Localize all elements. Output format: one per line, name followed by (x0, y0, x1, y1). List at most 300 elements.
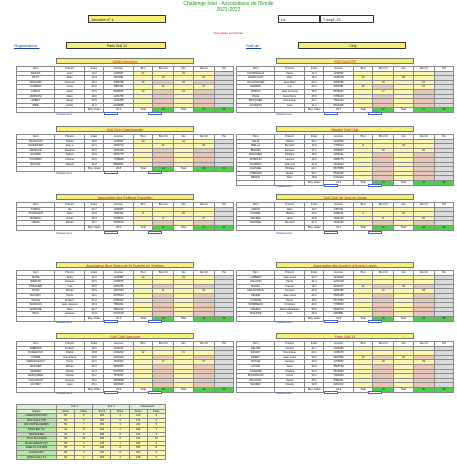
player-name: PORCHER (17, 284, 55, 289)
total-row (237, 316, 454, 321)
column-header: Prénom (55, 67, 85, 72)
brut-clt[interactable]: 11 (153, 289, 174, 294)
moy-label: Moy. Index (85, 225, 104, 230)
player-licence: 3456789 (104, 80, 134, 85)
summary-team: LIANCOURT (17, 450, 57, 455)
player-name: CHESNEL (237, 167, 275, 172)
player-name: LEFEVRE (17, 307, 55, 312)
brut-clt[interactable]: 18 (373, 360, 394, 365)
player-licence: 4567891 (324, 85, 354, 90)
team-total-blank (17, 167, 55, 172)
player-licence: 2255441 (324, 153, 354, 158)
column-header: Index (85, 203, 104, 208)
player-index: 22.8 (305, 383, 324, 388)
team-table (16, 134, 234, 172)
column-header: Index (305, 271, 324, 276)
brut-clt[interactable]: 17 (153, 360, 174, 365)
player-firstname: Jean-Louis (275, 355, 305, 360)
player-index: 18.2 (305, 355, 324, 360)
player-index: 20.4 (305, 360, 324, 365)
summary-value: 56 (57, 441, 75, 446)
column-header: Net Clt (413, 67, 434, 72)
total-brut: 23 (153, 316, 174, 321)
player-name: TOUSSAINT (17, 212, 55, 217)
brut-score[interactable]: 8 (353, 144, 372, 149)
column-header: Index (85, 67, 104, 72)
player-licence: 8392011 (324, 378, 354, 383)
classement-field-brut[interactable] (104, 320, 118, 323)
total-label: Total (353, 108, 372, 113)
total-label: Total (394, 387, 413, 392)
player-name: TAGUE (17, 298, 55, 303)
player-licence: 1122334 (324, 162, 354, 167)
brut-score[interactable]: 14 (353, 284, 372, 289)
player-firstname: Louis (55, 85, 85, 90)
column-header: Net Clt (413, 342, 434, 347)
classement-field-brut[interactable] (104, 112, 118, 115)
summary-team: FRANCILIEN (17, 432, 57, 437)
player-index: 23.1 (305, 374, 324, 379)
player-firstname: Patrick (275, 139, 305, 144)
team-title: Mouleri Golf Club (276, 126, 414, 132)
summary-value: 183 (129, 427, 147, 432)
player-firstname: Marc (55, 76, 85, 81)
total-row (17, 316, 234, 321)
player-index: 22.3 (85, 144, 104, 149)
player-licence: 7878787 (104, 374, 134, 379)
print-note[interactable]: Formulaire à imprimer (213, 31, 244, 35)
column-header: Net (394, 67, 413, 72)
player-licence: 1234567 (104, 207, 134, 212)
player-name: BULDOFF (237, 378, 275, 383)
net-clt[interactable]: 27 (193, 360, 214, 365)
total-pts: 49 (434, 180, 453, 185)
column-header: Pts (434, 135, 453, 140)
player-name: PANNETIER (17, 144, 55, 149)
player-name: NONA (17, 289, 55, 294)
summary-value: 49 (57, 427, 75, 432)
summary-value: 4 (111, 455, 129, 460)
player-licence: 3847566 (324, 355, 354, 360)
brut-clt[interactable]: 9 (153, 216, 174, 221)
classement-field-net[interactable] (368, 231, 382, 234)
player-index: 21.5 (85, 280, 104, 285)
summary-value: 5 (147, 423, 165, 428)
net-clt[interactable]: 26 (413, 216, 434, 221)
player-licence: 4545454 (104, 360, 134, 365)
moy-label: Moy. Index (305, 225, 324, 230)
brut-clt[interactable]: 17 (373, 89, 394, 94)
summary-column-header: Score (129, 409, 147, 414)
net-score[interactable]: 33 (174, 71, 193, 76)
team-total-blank (17, 316, 55, 321)
summary-value: 210 (129, 414, 147, 419)
net-clt[interactable]: 27 (413, 85, 434, 90)
player-index: 22.8 (305, 289, 324, 294)
player-firstname: Patrick (55, 139, 85, 144)
moy-index-value: 20.4 (104, 108, 134, 113)
net-clt[interactable]: 27 (413, 80, 434, 85)
net-clt[interactable]: 32 (193, 289, 214, 294)
column-header: Brut Clt (373, 67, 394, 72)
player-firstname: Jean-Marc (275, 80, 305, 85)
summary-team: GM CASTELHAMIEN (17, 423, 57, 428)
total-net: 29 (413, 316, 434, 321)
player-licence: 1029384 (324, 346, 354, 351)
player-licence: 1234987 (104, 275, 134, 280)
summary-value: 7 (111, 427, 129, 432)
player-name: RICHARD (17, 80, 55, 85)
player-firstname: Jacques (275, 289, 305, 294)
team-total-blank (237, 387, 275, 392)
player-licence: 8912345 (324, 103, 354, 108)
player-licence: 7788112 (324, 144, 354, 149)
net-score[interactable]: 22 (394, 212, 413, 217)
summary-value: 210 (129, 423, 147, 428)
summary-value: 2 (75, 450, 93, 455)
team-title: RSV Golf 27B (276, 58, 414, 64)
column-header: Net (174, 271, 193, 276)
classement-field-net[interactable] (368, 184, 382, 187)
player-firstname: Pierre (55, 360, 85, 365)
player-name: CHESNEL (237, 221, 275, 226)
team-table (16, 66, 234, 113)
brut-score[interactable]: 16 (133, 80, 152, 85)
summary-value: 64 (57, 455, 75, 460)
player-name: GALOPIN (237, 280, 275, 285)
player-index: 18.8 (85, 351, 104, 356)
summary-value: 1 (111, 441, 129, 446)
player-index: 22.0 (85, 157, 104, 162)
summary-value: 60 (57, 450, 75, 455)
net-score[interactable]: 30 (394, 76, 413, 81)
player-index: 21.8 (305, 162, 324, 167)
total-label: Total (394, 225, 413, 230)
classement-field-brut[interactable] (104, 231, 118, 234)
net-clt[interactable]: 21 (193, 76, 214, 81)
player-licence: 6574839 (324, 369, 354, 374)
brut-clt[interactable]: 8 (373, 216, 394, 221)
player-name: CHAUVEAU (17, 378, 55, 383)
team-total-blank (55, 225, 85, 230)
net-score[interactable]: 33 (174, 89, 193, 94)
column-header: Brut Clt (153, 135, 174, 140)
total-label: Total (133, 167, 152, 172)
player-licence: 8899001 (104, 162, 134, 167)
classement-label: Classement (56, 320, 72, 325)
summary-value: 9 (147, 418, 165, 423)
column-header: Pts (214, 67, 233, 72)
net-clt[interactable]: 28 (413, 289, 434, 294)
brut-score[interactable]: 16 (353, 85, 372, 90)
player-index: 25.1 (85, 383, 104, 388)
column-header: Prénom (275, 271, 305, 276)
column-header: Licence (324, 67, 354, 72)
team-table (236, 66, 454, 113)
summary-value: 4 (111, 414, 129, 419)
player-name: ADRIAN (237, 89, 275, 94)
classement-field-brut[interactable] (324, 184, 338, 187)
column-header: Nom (17, 135, 55, 140)
classement-field-net[interactable] (368, 320, 382, 323)
classement-field-brut[interactable] (324, 391, 338, 394)
total-row (237, 180, 454, 185)
classement-field-brut[interactable] (324, 320, 338, 323)
classement-field-net[interactable] (148, 171, 162, 174)
net-clt[interactable]: 29 (413, 360, 434, 365)
moy-index-value: 22.4 (104, 316, 134, 321)
player-licence: 1357911 (324, 207, 354, 212)
organisateur-field[interactable]: Paris Golf 13 (66, 42, 166, 49)
summary-value: 212 (129, 432, 147, 437)
brut-score[interactable]: 13 (133, 139, 152, 144)
summary-value: 9 (75, 432, 93, 437)
summary-value: 7 (147, 427, 165, 432)
total-brut: 24 (153, 167, 174, 172)
column-header: Brut (353, 271, 372, 276)
net-score[interactable]: 33 (174, 275, 193, 280)
classement-field-net[interactable] (148, 320, 162, 323)
player-firstname: Charlie (55, 369, 85, 374)
player-licence: 2345876 (104, 280, 134, 285)
player-index: 22.4 (85, 369, 104, 374)
player-licence: 1234567 (324, 71, 354, 76)
player-index: 21.7 (85, 307, 104, 312)
classement-label: Classement (276, 320, 292, 325)
player-index: 19.8 (305, 216, 324, 221)
total-net: 33 (193, 316, 214, 321)
summary-value: 1 (75, 455, 93, 460)
net-score[interactable]: 25 (174, 212, 193, 217)
net-clt[interactable]: 27 (193, 216, 214, 221)
total-net: 27 (193, 108, 214, 113)
player-licence: 5678912 (324, 89, 354, 94)
player-licence: 3691215 (324, 216, 354, 221)
classement-field-net[interactable] (148, 112, 162, 115)
total-brut: 29 (153, 387, 174, 392)
brut-score[interactable]: 10 (353, 76, 372, 81)
net-score[interactable]: 29 (394, 284, 413, 289)
column-header: Prénom (275, 135, 305, 140)
player-licence: 2233456 (104, 99, 134, 104)
summary-team: RSV GOLF 27B (17, 418, 57, 423)
team-total-blank (17, 387, 55, 392)
brut-score[interactable]: 13 (133, 89, 152, 94)
total-label: Total (174, 387, 193, 392)
player-name: LAVERDE (237, 369, 275, 374)
player-firstname: Francis (275, 284, 305, 289)
classement-field-brut[interactable] (104, 171, 118, 174)
classement-field-net[interactable] (368, 391, 382, 394)
total-label: Total (394, 180, 413, 185)
column-header: Index (305, 135, 324, 140)
brut-score[interactable]: 27 (133, 71, 152, 76)
player-name: TORDIL (17, 207, 55, 212)
total-pts: 64 (434, 387, 453, 392)
team-table (236, 202, 454, 231)
player-name: AMBROIS (17, 346, 55, 351)
net-score[interactable]: 30 (394, 355, 413, 360)
total-brut: 12 (373, 225, 394, 230)
moy-index-value: 21.5 (324, 316, 354, 321)
summary-value: 136 (93, 437, 111, 442)
player-firstname: Jacky (55, 275, 85, 280)
player-name: BLANC (237, 284, 275, 289)
classement-field-net[interactable] (148, 391, 162, 394)
player-firstname: Jean-Louis (275, 293, 305, 298)
player-firstname: Philippe (275, 167, 305, 172)
summary-value: 3 (111, 423, 129, 428)
date-field[interactable]: 7-sept.-21 (320, 15, 374, 23)
column-header: Nom (237, 67, 275, 72)
player-licence: 2233888 (104, 103, 134, 108)
player-name: PHILIPPE (237, 312, 275, 317)
player-name: PENNE (237, 293, 275, 298)
brut-clt[interactable]: 15 (373, 148, 394, 153)
column-header: Brut Clt (153, 342, 174, 347)
player-index: 18.4 (85, 303, 104, 308)
brut-clt[interactable]: 23 (153, 76, 174, 81)
player-index: 19.1 (85, 293, 104, 298)
net-clt[interactable]: 26 (413, 148, 434, 153)
column-header: Nom (17, 271, 55, 276)
summary-row (17, 455, 166, 460)
page-title: Challenge Inter - Associations de l'Emilie (183, 1, 274, 7)
classement-field-net[interactable] (148, 231, 162, 234)
column-header: Brut Clt (153, 271, 174, 276)
summary-value: 7 (75, 423, 93, 428)
summary-value: 9 (111, 418, 129, 423)
player-licence: 3456789 (324, 80, 354, 85)
player-licence: 2345671 (104, 216, 134, 221)
net-score[interactable]: 31 (174, 351, 193, 356)
total-row (237, 387, 454, 392)
player-index: 24.2 (85, 374, 104, 379)
summary-group-header: Classement (129, 405, 165, 410)
player-licence: 8899772 (324, 307, 354, 312)
column-header: Net Clt (193, 342, 214, 347)
summary-value: 6 (147, 450, 165, 455)
player-firstname: Claude (55, 374, 85, 379)
column-header: Net (174, 67, 193, 72)
summary-value: 10 (75, 437, 93, 442)
player-firstname: Alain (55, 212, 85, 217)
player-index: 20.1 (305, 85, 324, 90)
summary-value: 183 (129, 446, 147, 451)
column-header: Brut (353, 135, 372, 140)
column-header: Brut (133, 135, 152, 140)
summary-value: 134 (93, 427, 111, 432)
player-licence: 4756657 (324, 360, 354, 365)
brut-clt[interactable]: 21 (153, 85, 174, 90)
moy-index-value: 25.6 (104, 225, 134, 230)
classement-field-brut[interactable] (324, 231, 338, 234)
player-name: PETIT (17, 76, 55, 81)
team-total-blank (237, 108, 275, 113)
journee-field[interactable]: Journée n° 1 (88, 15, 166, 23)
brut-clt[interactable]: 12 (373, 289, 394, 294)
column-header: Prénom (55, 342, 85, 347)
player-firstname: Bernard (275, 144, 305, 149)
player-firstname: Andre (55, 103, 85, 108)
player-index: 19.7 (305, 284, 324, 289)
classement-label: Classement (276, 391, 292, 396)
summary-team: AMELOT LOISIRS (17, 446, 57, 451)
summary-value: 178 (93, 441, 111, 446)
player-licence: 4567891 (104, 76, 134, 81)
net-score[interactable]: 16 (174, 139, 193, 144)
column-header: Index (85, 342, 104, 347)
summary-value: 168 (93, 432, 111, 437)
organisateur-label: Organisateur : (14, 43, 40, 48)
player-index: 22.1 (85, 360, 104, 365)
summary-value: 8 (111, 446, 129, 451)
player-name: BONGIRAUD (237, 374, 275, 379)
brut-score[interactable]: 12 (133, 351, 152, 356)
player-licence: 6789123 (324, 94, 354, 99)
total-label: Total (394, 108, 413, 113)
player-index: 16.6 (305, 144, 324, 149)
moy-index-value: 20.8 (104, 167, 134, 172)
player-firstname: Patrick (55, 153, 85, 158)
column-header: Licence (104, 135, 134, 140)
moy-index-value: 22.7 (324, 108, 354, 113)
player-index: 13.2 (85, 71, 104, 76)
player-index: 24.5 (85, 89, 104, 94)
golf-field[interactable]: Cély (298, 42, 406, 49)
column-header: Brut (133, 342, 152, 347)
net-clt[interactable]: 27 (193, 85, 214, 90)
classement-field-brut[interactable] (324, 112, 338, 115)
net-clt[interactable]: 26 (193, 144, 214, 149)
brut-score[interactable]: 4 (353, 212, 372, 217)
brut-score[interactable]: 8 (133, 212, 152, 217)
brut-score[interactable]: 12 (133, 275, 152, 280)
player-licence: 3344556 (324, 139, 354, 144)
summary-value: 1 (147, 441, 165, 446)
classement-field-net[interactable] (368, 112, 382, 115)
player-index: 25.3 (85, 216, 104, 221)
player-index: 29.0 (305, 89, 324, 94)
brut-clt[interactable]: 19 (373, 80, 394, 85)
player-firstname: Pascal (55, 162, 85, 167)
total-net: 26 (193, 167, 214, 172)
player-index: 25.0 (305, 307, 324, 312)
player-firstname: Philippe (275, 153, 305, 158)
player-index: 21.8 (85, 85, 104, 90)
player-name: TUBRAEN (237, 171, 275, 176)
net-score[interactable]: 34 (174, 80, 193, 85)
player-name: LECHAVALIER (237, 80, 275, 85)
brut-clt[interactable]: 11 (153, 144, 174, 149)
net-score[interactable]: 25 (394, 144, 413, 149)
player-licence: 4812162 (324, 221, 354, 226)
column-header: Nom (17, 67, 55, 72)
team-total-blank (17, 108, 55, 113)
total-label: Total (133, 108, 152, 113)
team-title: Paris Golf 13 (276, 333, 414, 339)
classement-label: Classement (276, 112, 292, 116)
player-firstname: Jean-Jacques (55, 303, 85, 308)
team-total-blank (275, 225, 305, 230)
column-header: Pts (434, 67, 453, 72)
classement-field-brut[interactable] (104, 391, 118, 394)
player-firstname: Jean-L. (55, 144, 85, 149)
brut-score[interactable]: 16 (353, 355, 372, 360)
column-header: Prénom (275, 203, 305, 208)
player-name: COURBAT (17, 157, 55, 162)
team-title: Association Blue Green de St Quentin en Yvelines (56, 262, 194, 268)
